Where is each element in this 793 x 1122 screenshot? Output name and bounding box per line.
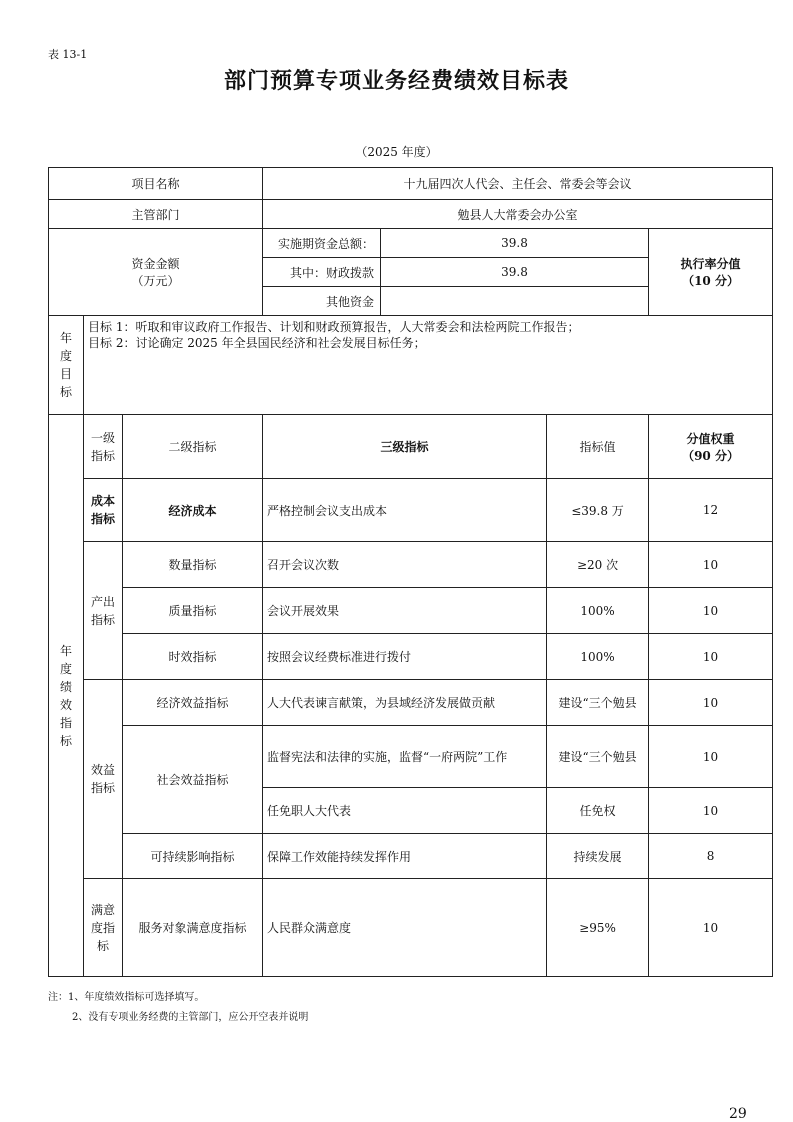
table-label: 表 13-1 (48, 48, 88, 61)
satisfaction-level1-text: 满意 度指 标 (90, 902, 115, 953)
output-row-0-level2: 数量指标 (123, 542, 263, 588)
dept-label: 主管部门 (49, 200, 263, 229)
note-1: 注：1、年度绩效指标可选择填写。 (48, 992, 205, 1003)
cost-level1-text: 成本 指标 (90, 494, 115, 526)
exec-rate-line1: 执行率分值 (680, 257, 741, 271)
header-weight-line2: （90 分） (682, 448, 739, 463)
annual-goals-content (84, 316, 773, 415)
output-row-0-score: 10 (649, 542, 773, 588)
economic-value: 建设“三个勉县 (547, 680, 649, 726)
performance-table (48, 167, 773, 977)
social-level2: 社会效益指标 (123, 726, 263, 834)
economic-score: 10 (649, 680, 773, 726)
output-row-2-value: 100% (547, 634, 649, 680)
page-title: 部门预算专项业务经费绩效目标表 (223, 68, 569, 94)
output-row-2-score: 10 (649, 634, 773, 680)
funds-label-line1: 资金金额 (131, 257, 180, 271)
satisfaction-level2: 服务对象满意度指标 (123, 879, 263, 977)
funds-label (49, 229, 263, 316)
funds-total-label: 实施期资金总额： (263, 229, 381, 258)
header-weight-line1: 分值权重 (686, 431, 735, 446)
header-value: 指标值 (547, 415, 649, 479)
goal-1: 目标 1：听取和审议政府工作报告、计划和财政预算报告，人大常委会和法检两院工作报告； (88, 320, 580, 334)
header-level3: 三级指标 (263, 415, 547, 479)
output-row-1-level2: 质量指标 (123, 588, 263, 634)
output-level1-text: 产出 指标 (90, 594, 115, 627)
benefit-level1-text: 效益 指标 (90, 763, 115, 795)
output-row-1-score: 10 (649, 588, 773, 634)
social-row-1-level3: 任免职人大代表 (263, 788, 547, 834)
funds-other-label: 其他资金 (263, 287, 381, 316)
output-row-0-level3: 召开会议次数 (263, 542, 547, 588)
output-row-2-level3: 按照会议经费标准进行拨付 (263, 634, 547, 680)
funds-fiscal-value: 39.8 (381, 258, 649, 287)
funds-fiscal-label: 其中：财政拨款 (263, 258, 381, 287)
sustain-level3: 保障工作效能持续发挥作用 (263, 834, 547, 879)
benefit-level1 (84, 680, 123, 879)
sustain-value: 持续发展 (547, 834, 649, 879)
header-level1-text: 一级 指标 (90, 430, 115, 463)
cost-level1 (84, 479, 123, 542)
cost-value: ≤39.8 万 (547, 479, 649, 542)
social-row-0-value: 建设“三个勉县 (547, 726, 649, 788)
output-level1 (84, 542, 123, 680)
output-row-1-level3: 会议开展效果 (263, 588, 547, 634)
cost-level2: 经济成本 (123, 479, 263, 542)
indicators-section-label (49, 415, 84, 977)
output-row-2-level2: 时效指标 (123, 634, 263, 680)
funds-other-value (381, 287, 649, 316)
output-row-1-value: 100% (547, 588, 649, 634)
goal-2: 目标 2：讨论确定 2025 年全县国民经济和社会发展目标任务； (88, 336, 426, 350)
dept-value: 勉县人大常委会办公室 (263, 200, 773, 229)
social-row-0-level3: 监督宪法和法律的实施，监督“一府两院”工作 (263, 726, 547, 788)
exec-rate-line2: （10 分） (682, 274, 739, 288)
exec-rate-cell (649, 229, 773, 316)
header-level2: 二级指标 (123, 415, 263, 479)
indicators-section-label-text: 年 度 绩 效 指 标 (59, 643, 72, 748)
social-row-1-value: 任免权 (547, 788, 649, 834)
economic-level2: 经济效益指标 (123, 680, 263, 726)
note-2: 2、没有专项业务经费的主管部门，应公开空表并说明 (72, 1012, 309, 1023)
funds-total-value: 39.8 (381, 229, 649, 258)
output-row-0-value: ≥20 次 (547, 542, 649, 588)
project-name-value: 十九届四次人代会、主任会、常委会等会议 (263, 168, 773, 200)
header-weight (649, 415, 773, 479)
year-label: （2025 年度） (355, 145, 438, 159)
sustain-level2: 可持续影响指标 (123, 834, 263, 879)
satisfaction-score: 10 (649, 879, 773, 977)
header-level1 (84, 415, 123, 479)
satisfaction-level3: 人民群众满意度 (263, 879, 547, 977)
social-row-1-score: 10 (649, 788, 773, 834)
annual-goals-label-text: 年 度 目 标 (59, 331, 72, 399)
economic-level3: 人大代表谏言献策，为县域经济发展做贡献 (263, 680, 547, 726)
project-name-label: 项目名称 (49, 168, 263, 200)
annual-goals-label (49, 316, 84, 415)
cost-score: 12 (649, 479, 773, 542)
page-number: 29 (729, 1106, 747, 1122)
funds-label-line2: （万元） (131, 274, 180, 288)
satisfaction-level1 (84, 879, 123, 977)
cost-level3: 严格控制会议支出成本 (263, 479, 547, 542)
social-row-0-score: 10 (649, 726, 773, 788)
sustain-score: 8 (649, 834, 773, 879)
satisfaction-value: ≥95% (547, 879, 649, 977)
